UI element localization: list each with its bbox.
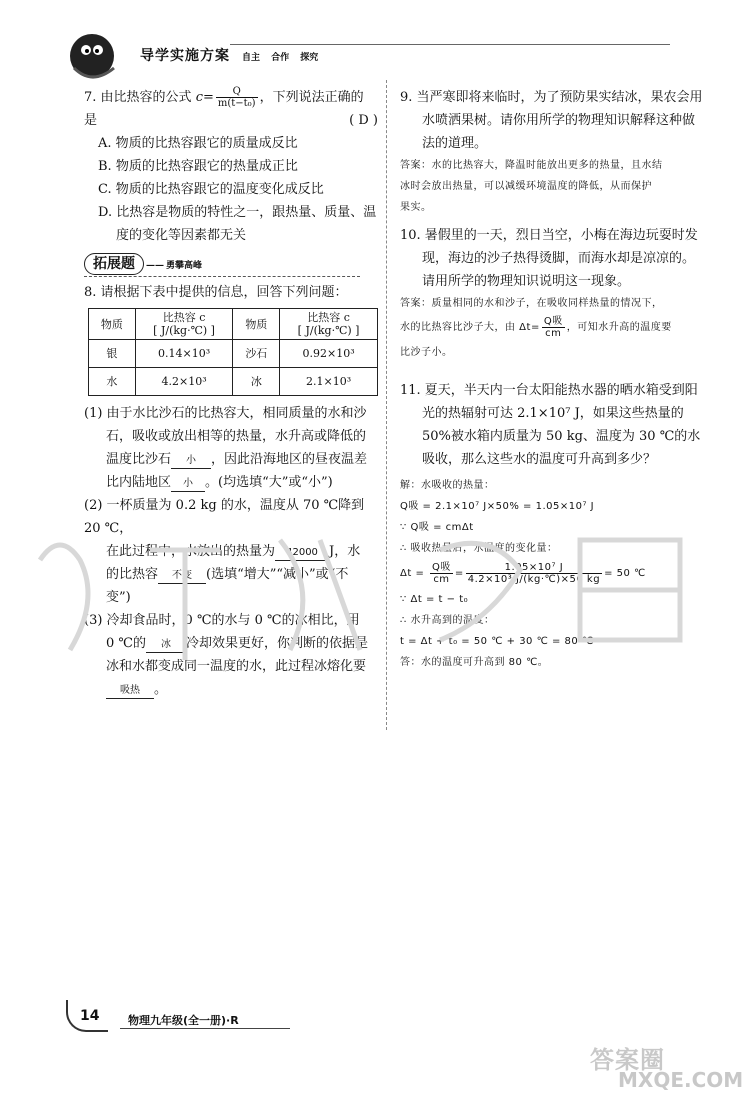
question-7: 7. 由比热容的公式 c= $\frac{Q}{\text{m(t−t₀)}}$ ，下列说法正确的 是 ( D ) A. 物质的比热容跟它的质量成反比 B. 物质的比热容跟它的热量成正比 C. 物质的比热容跟它的温度变化成反比 D. 比热容是物质的特性之一，跟热量、质量、温 度的变化等因素都无关 bbox=[84, 86, 378, 247]
option-a: A. 物质的比热容跟它的质量成反比 bbox=[98, 136, 298, 151]
page-number: 14 bbox=[80, 1008, 100, 1024]
option-c: C. 物质的比热容跟它的温度变化成反比 bbox=[98, 182, 324, 197]
section-title: 拓展题 bbox=[84, 253, 144, 275]
brand-tags: 自主 合作 探究 bbox=[242, 53, 319, 63]
brand-title: 导学实施方案 bbox=[140, 48, 230, 64]
mascot-logo-icon bbox=[66, 28, 122, 84]
right-column bbox=[400, 86, 706, 673]
site-watermark-url: MXQE.COM bbox=[618, 1068, 744, 1092]
specific-heat-table bbox=[88, 308, 378, 396]
left-column bbox=[84, 86, 378, 701]
formula-fraction: $\frac{Q}{\text{m(t−t₀)}}$ bbox=[217, 86, 256, 109]
header-rule bbox=[230, 44, 670, 45]
option-d: D. 比热容是物质的特性之一，跟热量、质量、温 bbox=[98, 205, 377, 220]
option-d-cont: 度的变化等因素都无关 bbox=[116, 228, 247, 243]
blank-fill: 冰 bbox=[146, 638, 186, 653]
table-header-row: 物质 比热容 c [ J/(kg·℃) ] 物质 比热容 c [ J/(kg·℃) ] bbox=[89, 309, 378, 340]
section-subtitle: 勇攀高峰 bbox=[166, 261, 203, 271]
book-title: 物理九年级(全一册)·R bbox=[128, 1014, 239, 1027]
site-watermark: 答案圈 bbox=[590, 1046, 665, 1074]
question-9: 9. 当严寒即将来临时，为了预防果实结冰，果农会用 水喷洒果树。请你用所学的物理知识解释这种做 法的道理。 答案：水的比热容大，降温时能放出更多的热量，且水结 冰时会放出热量，可以减缓环境温度的降低，从而保护 果实。 bbox=[400, 90, 703, 213]
delta-t-fraction: $\frac{\text{Q吸}}{cm}$ bbox=[543, 315, 563, 339]
solution: 解：水吸收的热量： Q吸 = 2.1×10⁷ J×50% = 1.05×10⁷ J ∵ Q吸 = cmΔt ∴ 吸收热量后，水温度的变化量： Δt = $\frac{\text{Q吸}}{cm}$ = $\frac{\text{1.05×10⁷ J}}{\text{4.2×10³ J/(kg·℃)×50 kg}}$ = 50 ℃ ∵ Δt = t − t₀ ∴ 水升高到的温度： t = Δt + t₀ = 50 ℃ + 30 ℃ = 80 ℃ 答：水的温度可升高到 80 ℃。 bbox=[400, 480, 646, 668]
question-10: 10. 暑假里的一天，烈日当空，小梅在海边玩耍时发 现，海边的沙子热得烫脚，而海水却是凉凉的。 请用所学的物理知识说明这一现象。 答案：质量相同的水和沙子，在吸收同样热量的情况下， 水的比热容比沙子大，由 Δt= $\frac{\text{Q吸}}{cm}$ ，可知水升高的温度要 比沙子小。 bbox=[400, 228, 698, 358]
blank-fill: 不变 bbox=[158, 569, 206, 584]
blank-fill: 小 bbox=[171, 477, 205, 492]
footer-rule bbox=[120, 1028, 290, 1029]
column-divider bbox=[386, 80, 387, 730]
option-b: B. 物质的比热容跟它的热量成正比 bbox=[98, 159, 298, 174]
blank-fill: 小 bbox=[171, 454, 211, 469]
table-row: 水 4.2×10³ 冰 2.1×10³ bbox=[89, 368, 378, 396]
table-row: 银 0.14×10³ 沙石 0.92×10³ bbox=[89, 340, 378, 368]
page-header bbox=[66, 28, 726, 72]
question-11: 11. 夏天，半天内一台太阳能热水器的晒水箱受到阳 光的热辐射可达 2.1×10⁷ J，如果这些热量的 50%被水箱内质量为 50 kg、温度为 30 ℃的水 吸收，那么这些水的温度可升高到多少？ 解：水吸收的热量： Q吸 = 2.1×10⁷ J×50% = 1.05×10⁷ J ∵ Q吸 = cmΔt ∴ 吸收热量后，水温度的变化量： Δt = $\frac{\text{Q吸}}{cm}$ = $\frac{\text{1.05×10⁷ J}}{\text{4.2×10³ J/(kg·℃)×50 kg}}$ = 50 ℃ ∵ Δt = t − t₀ ∴ 水升高到的温度： t = Δt + t₀ = 50 ℃ + 30 ℃ = 80 ℃ 答：水的温度可升高到 80 ℃。 bbox=[400, 379, 706, 673]
blank-fill: 42000 bbox=[275, 546, 329, 561]
blank-fill: 吸热 bbox=[106, 684, 154, 699]
question-8: 8. 请根据下表中提供的信息，回答下列问题： 物质 比热容 c [ J/(kg·℃) ] 物质 比热容 c [ J/(kg·℃) ] 银 0.14×10³ 沙石 0.92×10³ 水 4.2×10³ 冰 2.1×10³ (1) 由于水比沙石的比热容大，相同质量的水和沙 石，吸收或放出相等的热量，水升高或降低的 温度比沙石 小 ，因此沿海地区的昼夜温差 比内陆地区 小 。(均选填“大”或“小”) (2) 一杯质量为 0.2 kg 的水，温度从 70 ℃降到 20 ℃， 在此过程中，水放出的热量为 42000 J，水 的比热容 不变 (选填“增大”“减小”或“不 变”) (3) 冷却食品时，0 ℃的水与 0 ℃的冰相比，用 0 ℃的 冰 冷却效果更好，你判断的依据是 冰和水都变成同一温度的水，此过程冰熔化要 吸热 。 bbox=[84, 281, 378, 701]
section-banner: 拓展题 —— 勇攀高峰 bbox=[84, 253, 378, 277]
answer-choice: ( D ) bbox=[349, 113, 378, 128]
